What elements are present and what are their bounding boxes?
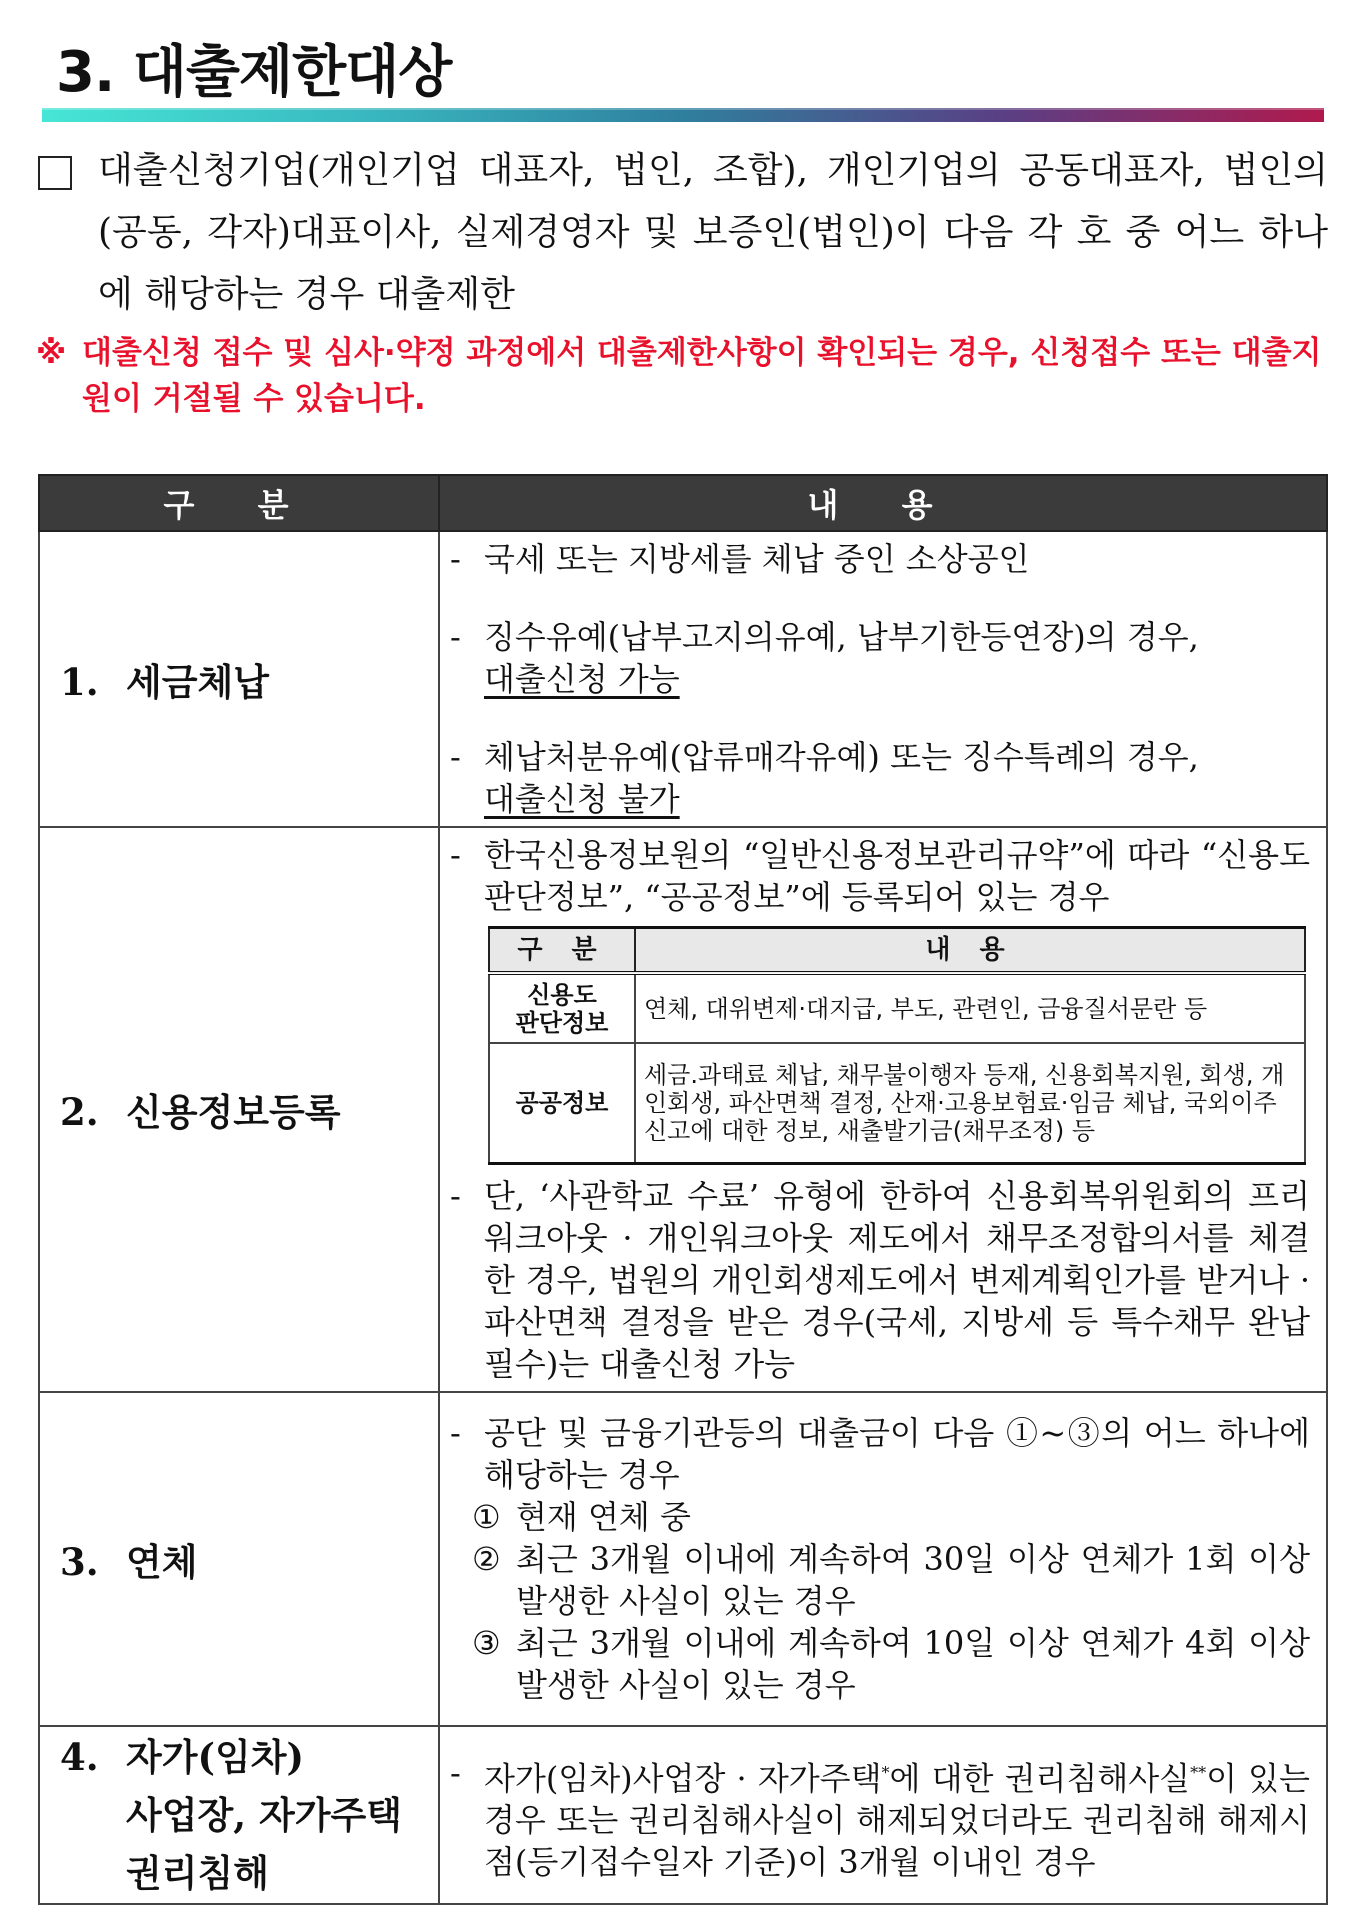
- table-row-tax: [39, 531, 1327, 827]
- item-text-part: 에 대한 권리침해사실: [889, 1759, 1191, 1798]
- category-line: 자가(임차): [126, 1734, 304, 1779]
- item-text: 최근 3개월 이내에 계속하여 10일 이상 연체가 4회 이상 발생한 사실이 있는 경우: [516, 1623, 1310, 1704]
- content-cell: [439, 1392, 1327, 1726]
- list-item: [450, 616, 1310, 700]
- dash-marker: -: [450, 1176, 461, 1215]
- title-gradient-bar: [42, 108, 1324, 122]
- category-cell: [39, 1392, 439, 1726]
- item-text-part: 이 있는 경우 또는 권리침해사실이 해제되었더라도 권리침해 해제시점(등기접수일자 기준)이 3개월 이내인 경우: [484, 1759, 1310, 1882]
- circled-number: ②: [472, 1539, 501, 1578]
- credit-info-subtable: [488, 926, 1306, 1165]
- checkbox-square-icon: [38, 156, 72, 190]
- item-text: 국세 또는 지방세를 체납 중인 소상공인: [484, 540, 1030, 578]
- restriction-table: [38, 474, 1328, 1905]
- item-note-underlined: 대출신청 가능: [484, 660, 680, 698]
- row-number: 2.: [60, 1090, 99, 1135]
- category-cell: [39, 531, 439, 827]
- footnote-mark: *: [881, 1762, 890, 1782]
- subtable-key: 공공정보: [489, 1043, 635, 1163]
- category-label: [126, 1728, 402, 1902]
- category-label: 신용정보등록: [126, 1090, 341, 1135]
- list-item: [450, 1752, 1310, 1884]
- subtable-key: [489, 973, 635, 1043]
- category-line: 권리침해: [126, 1850, 269, 1895]
- category-cell: [39, 1726, 439, 1904]
- warning-text: 대출신청 접수 및 심사·약정 과정에서 대출제한사항이 확인되는 경우, 신청접수 또는 대출지원이 거절될 수 있습니다.: [82, 335, 1322, 417]
- subtable-header-category: 구 분: [489, 928, 635, 974]
- list-item: [450, 1175, 1310, 1385]
- category-cell: [39, 827, 439, 1392]
- dash-marker: -: [450, 618, 461, 656]
- dash-marker: -: [450, 1753, 461, 1792]
- intro-text: 대출신청기업(개인기업 대표자, 법인, 조합), 개인기업의 공동대표자, 법인의(공동, 각자)대표이사, 실제경영자 및 보증인(법인)이 다음 각 호 중 어느 하나에 해당하는 경우 대출제한: [98, 150, 1328, 315]
- row-number: 1.: [60, 660, 99, 704]
- list-item: [450, 538, 1310, 580]
- item-text: 공단 및 금융기관등의 대출금이 다음 ①~③의 어느 하나에 해당하는 경우: [484, 1413, 1310, 1494]
- header-category: 구 분: [39, 475, 439, 531]
- content-cell: [439, 531, 1327, 827]
- reference-mark-icon: ※: [36, 335, 67, 371]
- item-note-underlined: 대출신청 불가: [484, 780, 680, 818]
- category-line: 사업장, 자가주택: [126, 1792, 402, 1837]
- item-text-part: 자가(임차)사업장 · 자가주택: [484, 1759, 882, 1798]
- list-item: [450, 736, 1310, 820]
- subtable-value: 연체, 대위변제·대지급, 부도, 관련인, 금융질서문란 등: [635, 973, 1305, 1043]
- row-number: 3.: [60, 1539, 99, 1584]
- subtable-value: 세금.과태료 체납, 채무불이행자 등재, 신용회복지원, 회생, 개인회생, 파산면책 결정, 산재·고용보험료·임금 체납, 국외이주신고에 대한 정보, 새출발기금(채무조정) 등: [635, 1043, 1305, 1163]
- item-text: [484, 736, 1310, 820]
- item-text: 현재 연체 중: [516, 1497, 691, 1536]
- footnote-mark: **: [1190, 1762, 1207, 1782]
- circled-number: ①: [472, 1497, 501, 1536]
- list-item: [450, 834, 1310, 918]
- item-text: 한국신용정보원의 “일반신용정보관리규약”에 따라 “신용도판단정보”, “공공정보”에 등록되어 있는 경우: [484, 836, 1310, 916]
- table-row-credit: [39, 827, 1327, 1392]
- row-number: 4.: [60, 1734, 99, 1779]
- list-item: [472, 1538, 1310, 1622]
- item-text: 단, ‘사관학교 수료’ 유형에 한하여 신용회복위원회의 프리워크아웃 · 개인워크아웃 제도에서 채무조정합의서를 체결한 경우, 법원의 개인회생제도에서 변제계획인가를 받거나 · 파산면책 결정을 받은 경우(국세, 지방세 등 특수채무 완납 필수)는 대출신청 가능: [484, 1176, 1310, 1383]
- category-label: 연체: [126, 1539, 198, 1584]
- intro-paragraph: [38, 140, 1328, 326]
- item-text: [484, 1752, 1310, 1884]
- table-row-rights-infringement: [39, 1726, 1327, 1904]
- subtable-row: [489, 1043, 1305, 1163]
- subtable-header-content: 내 용: [635, 928, 1305, 974]
- content-cell: [439, 1726, 1327, 1904]
- list-item: [472, 1496, 1310, 1538]
- subtable-key-line2: 판단정보: [515, 1008, 609, 1037]
- circled-number: ③: [472, 1623, 501, 1662]
- dash-marker: -: [450, 540, 461, 578]
- list-item: [450, 1412, 1310, 1496]
- header-content: 내 용: [439, 475, 1327, 531]
- category-label: 세금체납: [126, 660, 269, 704]
- content-cell: [439, 827, 1327, 1392]
- table-row-overdue: [39, 1392, 1327, 1726]
- subtable-key-line1: 신용도: [527, 980, 597, 1009]
- item-text: 최근 3개월 이내에 계속하여 30일 이상 연체가 1회 이상 발생한 사실이 있는 경우: [516, 1539, 1310, 1620]
- warning-notice: [36, 330, 1332, 422]
- dash-marker: -: [450, 738, 461, 776]
- subtable-row: [489, 973, 1305, 1043]
- dash-marker: -: [450, 836, 461, 874]
- item-text-main: 징수유예(납부고지의유예, 납부기한등연장)의 경우,: [484, 618, 1199, 656]
- dash-marker: -: [450, 1413, 461, 1452]
- item-text: [484, 616, 1310, 700]
- list-item: [472, 1622, 1310, 1706]
- item-text-main: 체납처분유예(압류매각유예) 또는 징수특례의 경우,: [484, 738, 1199, 776]
- page-title: 3. 대출제한대상: [56, 40, 452, 105]
